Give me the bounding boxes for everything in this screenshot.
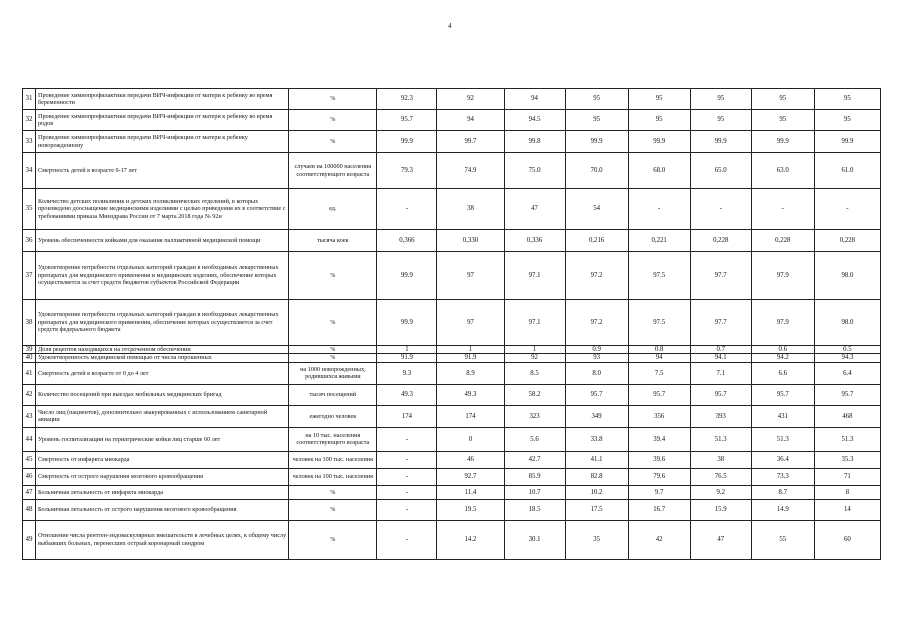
row-number: 41 <box>23 362 36 384</box>
value-cell: - <box>690 189 751 230</box>
value-cell: 63.0 <box>751 153 814 189</box>
value-cell: 468 <box>814 405 880 427</box>
value-cell: 99.9 <box>690 131 751 153</box>
indicator-name: Больничная летальность от инфаркта миокарда <box>36 485 289 499</box>
value-cell: 91.9 <box>377 354 437 362</box>
value-cell: - <box>377 427 437 451</box>
value-cell: 97.7 <box>690 300 751 346</box>
indicator-name: Удовлетворение потребности отдельных категорий граждан в необходимых лекарственных препаратах для медицинского применения и медицинских изделиях, обеспечение которых осуществляется за счет средств бюджетов субъектов Российской Федерации <box>36 252 289 300</box>
value-cell: 8.7 <box>751 485 814 499</box>
value-cell: 8.9 <box>437 362 504 384</box>
value-cell: 11.4 <box>437 485 504 499</box>
value-cell: 0,228 <box>690 230 751 252</box>
value-cell: 15.9 <box>690 499 751 520</box>
value-cell: - <box>377 520 437 559</box>
value-cell: 10.2 <box>565 485 628 499</box>
unit: человек на 100 тыс. населения <box>289 468 377 485</box>
value-cell: 94 <box>628 354 690 362</box>
value-cell: 94.3 <box>814 354 880 362</box>
value-cell: 0.9 <box>565 346 628 354</box>
value-cell: 99.9 <box>751 131 814 153</box>
unit: % <box>289 485 377 499</box>
row-number: 36 <box>23 230 36 252</box>
table-row <box>23 153 881 189</box>
table-row <box>23 451 881 468</box>
value-cell: 71 <box>814 468 880 485</box>
value-cell: 97 <box>437 300 504 346</box>
table-row <box>23 468 881 485</box>
value-cell: 8 <box>814 485 880 499</box>
unit: тысяча коек <box>289 230 377 252</box>
value-cell: 97.2 <box>565 252 628 300</box>
value-cell: 54 <box>565 189 628 230</box>
indicator-name: Проведение химиопрофилактики передачи ВИЧ-инфекции от матери к ребенку новорожденному <box>36 131 289 153</box>
value-cell: 79.3 <box>377 153 437 189</box>
value-cell: 39.6 <box>628 451 690 468</box>
value-cell: 70.0 <box>565 153 628 189</box>
page-number: 4 <box>448 22 452 30</box>
indicator-name: Уровень обеспеченности койками для оказания паллиативной медицинской помощи <box>36 230 289 252</box>
value-cell: 10.7 <box>504 485 565 499</box>
value-cell: 95 <box>690 89 751 110</box>
value-cell: 58.2 <box>504 384 565 405</box>
value-cell: 97.5 <box>628 300 690 346</box>
table-row <box>23 520 881 559</box>
value-cell: 0,228 <box>814 230 880 252</box>
value-cell: 8.0 <box>565 362 628 384</box>
value-cell: 393 <box>690 405 751 427</box>
value-cell: 51.3 <box>690 427 751 451</box>
unit: ежегодно человек <box>289 405 377 427</box>
table-row <box>23 131 881 153</box>
value-cell: 0,216 <box>565 230 628 252</box>
table-row <box>23 384 881 405</box>
indicator-name: Проведение химиопрофилактики передачи ВИЧ-инфекции от матери к ребенку во время родов <box>36 110 289 131</box>
table-row <box>23 252 881 300</box>
value-cell: 65.0 <box>690 153 751 189</box>
value-cell: 9.7 <box>628 485 690 499</box>
value-cell: 6.4 <box>814 362 880 384</box>
value-cell: 97.7 <box>690 252 751 300</box>
value-cell: 47 <box>504 189 565 230</box>
value-cell: 0,330 <box>437 230 504 252</box>
value-cell: 49.3 <box>437 384 504 405</box>
value-cell: 1 <box>504 346 565 354</box>
value-cell: 0.7 <box>690 346 751 354</box>
value-cell: - <box>377 499 437 520</box>
value-cell: 82.8 <box>565 468 628 485</box>
unit: на 1000 новорожденных, родившихся живыми <box>289 362 377 384</box>
row-number: 35 <box>23 189 36 230</box>
unit: % <box>289 354 377 362</box>
value-cell: - <box>377 189 437 230</box>
unit: тысяч посещений <box>289 384 377 405</box>
indicator-name: Больничная летальность от острого нарушения мозгового кровообращения <box>36 499 289 520</box>
indicator-name: Количество посещений при выездах мобильных медицинских бригад <box>36 384 289 405</box>
value-cell: 39.4 <box>628 427 690 451</box>
value-cell: 61.0 <box>814 153 880 189</box>
value-cell: 51.3 <box>814 427 880 451</box>
value-cell: 99.9 <box>377 252 437 300</box>
value-cell: 99.7 <box>437 131 504 153</box>
unit: человек на 100 тыс. населения <box>289 451 377 468</box>
indicator-name: Отношение числа рентген-эндоваскулярных вмешательств в лечебных целях, к общему числу выбывших больных, перенесших острый коронарный синдром <box>36 520 289 559</box>
indicator-name: Уровень госпитализации на гериатрические койки лиц старше 60 лет <box>36 427 289 451</box>
value-cell: 95 <box>751 110 814 131</box>
indicator-name: Количество детских поликлиник и детских поликлинических отделений, в которых произведено дооснащение медицинскими изделиями с целью приведения их в соответствие с требованиями приказа Минздрава России от 7 марта 2018 года № 92н <box>36 189 289 230</box>
value-cell: 92.7 <box>437 468 504 485</box>
value-cell: 8.5 <box>504 362 565 384</box>
value-cell: 75.0 <box>504 153 565 189</box>
row-number: 40 <box>23 354 36 362</box>
value-cell: 97.9 <box>751 300 814 346</box>
table-row <box>23 362 881 384</box>
row-number: 32 <box>23 110 36 131</box>
value-cell: 95 <box>814 110 880 131</box>
value-cell: 92 <box>437 89 504 110</box>
value-cell: 91.9 <box>437 354 504 362</box>
unit: случаев на 100000 населения соответствующего возраста <box>289 153 377 189</box>
value-cell: 95.7 <box>377 110 437 131</box>
value-cell: 46 <box>437 451 504 468</box>
value-cell: 97.2 <box>565 300 628 346</box>
row-number: 33 <box>23 131 36 153</box>
value-cell: 323 <box>504 405 565 427</box>
value-cell: 1 <box>437 346 504 354</box>
value-cell: 95.7 <box>751 384 814 405</box>
unit: % <box>289 110 377 131</box>
indicator-name: Смертность от острого нарушения мозгового кровообращения <box>36 468 289 485</box>
value-cell: - <box>751 189 814 230</box>
value-cell: 95.7 <box>690 384 751 405</box>
value-cell: 92.3 <box>377 89 437 110</box>
value-cell: 174 <box>437 405 504 427</box>
value-cell: 99.9 <box>628 131 690 153</box>
value-cell: 95 <box>628 89 690 110</box>
value-cell: 99.9 <box>814 131 880 153</box>
indicator-name: Удовлетворенность медицинской помощью от числа опрошенных <box>36 354 289 362</box>
table-row <box>23 189 881 230</box>
value-cell: 14.2 <box>437 520 504 559</box>
value-cell: 49.3 <box>377 384 437 405</box>
value-cell: 38 <box>437 189 504 230</box>
row-number: 34 <box>23 153 36 189</box>
value-cell: 16.7 <box>628 499 690 520</box>
value-cell: 36.4 <box>751 451 814 468</box>
table-row <box>23 230 881 252</box>
table-row <box>23 354 881 362</box>
unit: на 10 тыс. населения соответствующего возраста <box>289 427 377 451</box>
unit: % <box>289 499 377 520</box>
unit: % <box>289 300 377 346</box>
row-number: 49 <box>23 520 36 559</box>
value-cell: 97.9 <box>751 252 814 300</box>
unit: % <box>289 252 377 300</box>
value-cell: 95 <box>628 110 690 131</box>
value-cell: 98.0 <box>814 252 880 300</box>
table-row <box>23 346 881 354</box>
value-cell: 41.1 <box>565 451 628 468</box>
value-cell: 95.7 <box>565 384 628 405</box>
unit: % <box>289 520 377 559</box>
value-cell: - <box>628 189 690 230</box>
value-cell: 0,366 <box>377 230 437 252</box>
value-cell: 76.5 <box>690 468 751 485</box>
row-number: 45 <box>23 451 36 468</box>
value-cell: 9.2 <box>690 485 751 499</box>
value-cell: 1 <box>377 346 437 354</box>
value-cell: 17.5 <box>565 499 628 520</box>
table-row <box>23 485 881 499</box>
value-cell: 14.9 <box>751 499 814 520</box>
value-cell: 33.8 <box>565 427 628 451</box>
value-cell: 95.7 <box>814 384 880 405</box>
value-cell: 94.2 <box>751 354 814 362</box>
row-number: 43 <box>23 405 36 427</box>
value-cell: 68.0 <box>628 153 690 189</box>
value-cell: 0,336 <box>504 230 565 252</box>
value-cell: 174 <box>377 405 437 427</box>
indicator-name: Смертность от инфаркта миокарда <box>36 451 289 468</box>
unit: % <box>289 89 377 110</box>
value-cell: 9.3 <box>377 362 437 384</box>
value-cell: 0 <box>437 427 504 451</box>
value-cell: 94 <box>437 110 504 131</box>
value-cell: 99.9 <box>565 131 628 153</box>
value-cell: 7.5 <box>628 362 690 384</box>
value-cell: 73.3 <box>751 468 814 485</box>
row-number: 44 <box>23 427 36 451</box>
value-cell: 97.1 <box>504 252 565 300</box>
row-number: 42 <box>23 384 36 405</box>
row-number: 38 <box>23 300 36 346</box>
value-cell: 55 <box>751 520 814 559</box>
value-cell: - <box>377 468 437 485</box>
unit: ед. <box>289 189 377 230</box>
value-cell: 60 <box>814 520 880 559</box>
value-cell: 14 <box>814 499 880 520</box>
indicator-name: Доля рецептов находящихся на отсроченном обеспечении <box>36 346 289 354</box>
value-cell: 79.6 <box>628 468 690 485</box>
table-row <box>23 427 881 451</box>
row-number: 47 <box>23 485 36 499</box>
value-cell: 92 <box>504 354 565 362</box>
value-cell: 97.1 <box>504 300 565 346</box>
row-number: 39 <box>23 346 36 354</box>
table-row <box>23 499 881 520</box>
table-row <box>23 89 881 110</box>
indicator-name: Смертность детей в возрасте от 0 до 4 лет <box>36 362 289 384</box>
unit: % <box>289 346 377 354</box>
value-cell: 5.6 <box>504 427 565 451</box>
value-cell: 431 <box>751 405 814 427</box>
value-cell: 0.8 <box>628 346 690 354</box>
value-cell: 42.7 <box>504 451 565 468</box>
value-cell: 0.5 <box>814 346 880 354</box>
table-row <box>23 405 881 427</box>
row-number: 48 <box>23 499 36 520</box>
value-cell: 97.5 <box>628 252 690 300</box>
value-cell: 19.5 <box>437 499 504 520</box>
value-cell: 85.9 <box>504 468 565 485</box>
value-cell: 0,221 <box>628 230 690 252</box>
value-cell: 98.0 <box>814 300 880 346</box>
value-cell: 95 <box>751 89 814 110</box>
value-cell: - <box>377 485 437 499</box>
value-cell: 51.3 <box>751 427 814 451</box>
value-cell: 6.6 <box>751 362 814 384</box>
value-cell: 38 <box>690 451 751 468</box>
value-cell: 95 <box>690 110 751 131</box>
indicator-name: Смертность детей в возрасте 0-17 лет <box>36 153 289 189</box>
row-number: 37 <box>23 252 36 300</box>
value-cell: 94.5 <box>504 110 565 131</box>
value-cell: 356 <box>628 405 690 427</box>
value-cell: 99.8 <box>504 131 565 153</box>
value-cell: - <box>814 189 880 230</box>
value-cell: 99.9 <box>377 131 437 153</box>
value-cell: 94.1 <box>690 354 751 362</box>
indicators-table <box>22 88 881 560</box>
value-cell: 7.1 <box>690 362 751 384</box>
value-cell: 95 <box>814 89 880 110</box>
unit: % <box>289 131 377 153</box>
value-cell: 35 <box>565 520 628 559</box>
indicator-name: Удовлетворение потребности отдельных категорий граждан в необходимых лекарственных препаратах для медицинского применения, обеспечение которых осуществляется за счет средств федерального бюджета <box>36 300 289 346</box>
value-cell: 35.3 <box>814 451 880 468</box>
value-cell: 18.5 <box>504 499 565 520</box>
value-cell: 42 <box>628 520 690 559</box>
indicator-name: Число лиц (пациентов), дополнительно эвакуированных с использованием санитарной авиации <box>36 405 289 427</box>
row-number: 46 <box>23 468 36 485</box>
table-row <box>23 110 881 131</box>
value-cell: 95 <box>565 89 628 110</box>
value-cell: 95 <box>565 110 628 131</box>
value-cell: 349 <box>565 405 628 427</box>
row-number: 31 <box>23 89 36 110</box>
value-cell: 95.7 <box>628 384 690 405</box>
value-cell: 94 <box>504 89 565 110</box>
value-cell: 30.1 <box>504 520 565 559</box>
value-cell: 93 <box>565 354 628 362</box>
indicator-name: Проведение химиопрофилактики передачи ВИЧ-инфекции от матери к ребенку во время беременности <box>36 89 289 110</box>
value-cell: 99.9 <box>377 300 437 346</box>
table-row <box>23 300 881 346</box>
value-cell: 47 <box>690 520 751 559</box>
value-cell: 97 <box>437 252 504 300</box>
value-cell: 74.9 <box>437 153 504 189</box>
value-cell: - <box>377 451 437 468</box>
value-cell: 0.6 <box>751 346 814 354</box>
value-cell: 0,228 <box>751 230 814 252</box>
